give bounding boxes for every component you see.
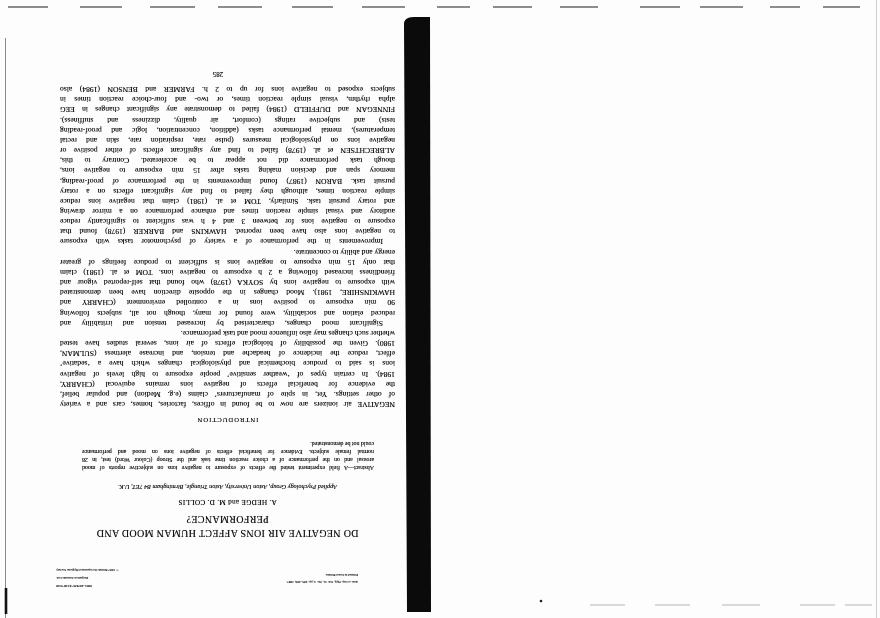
section-heading: INTRODUCTION: [196, 416, 259, 424]
author-affiliation: Applied Psychology Group, Aston University, Aston Triangle, Birmingham B4 7ET, U.K.: [117, 483, 338, 491]
body-text-line: 1980). Given the possibility of biological effects of air ions, several studies have tested: [60, 339, 395, 349]
body-text-line: alpha rhythm, visual simple reaction times, or two- and four-choice reaction times in: [60, 95, 395, 105]
body-text-line: auditory and visual simple reaction times and enhance performance on a mirror drawing: [60, 207, 395, 217]
body-text-line: of other settings. Yet, in spite of manufacturers’ claims (e.g. Medion) and popular belief,: [60, 389, 395, 399]
author-list: A. HEDGE and M. D. COLLIS: [178, 498, 277, 506]
body-text-line: 90 min exposure to positive ions in a controlled environment (CHARRY and: [60, 298, 395, 308]
abstract-line: Abstract—A field experiment tested the effects of exposure to negative ions on subjective reports of mood: [82, 464, 374, 470]
body-text-line: Improvements in the performance of a variety of psychomotor tasks with exposure: [60, 237, 383, 247]
journal-page: [56, 62, 400, 594]
abstract-line: normal female subjects. Evidence for beneficial effects of negative ions on mood and performance: [82, 448, 374, 454]
body-text-line: HAWKINSHIRE, 1981). Mood changes in the opposite direction have been demonstrated: [60, 288, 395, 298]
issn-price: 0003–4878/87 $3.00+0.00: [56, 584, 92, 588]
dust-speck: [540, 600, 543, 603]
body-text-line: tests) and subjective ratings (comfort, air quality, dizziness and stuffiness).: [60, 115, 395, 125]
paragraph: [60, 247, 395, 328]
body-text-line: friendliness increased following a 2 h exposure to negative ions. TOM et al. (1981) claim: [60, 267, 395, 277]
body-text-line: effect, reduce the incidence of headache and tension, and increase alertness (SULMAN,: [60, 349, 395, 359]
publisher-name: Pergamon Journals Ltd.: [56, 576, 89, 580]
body-text-line: ions is said to produce biochemical and physiological changes which have a ‘sedative’: [60, 359, 395, 369]
body-text-line: though task performance did not appear to be accelerated. Contrary to this,: [60, 156, 395, 166]
journal-citation: Ann. occup. Hyg. Vol. 31, No. 3, pp. 285–290, 1987.: [286, 580, 358, 584]
body-text-line: the evidence for beneficial effects of negative ions remains equivocal (CHARRY,: [60, 379, 395, 389]
body-text-line: that only 15 min exposure to negative ions is sufficient to produce feelings of greater: [60, 257, 395, 267]
abstract-line: could not be demonstrated.: [310, 440, 374, 446]
body-text-line: ALBRECHTSEN et al. (1978) failed to find any significant effects of either positive or: [60, 146, 395, 156]
body-text-line: reduced elation and sociability, were found for many, though not all, subjects following: [60, 308, 395, 318]
body-text-line: Significant mood changes, characterised by increased tension and irritability and: [60, 318, 383, 328]
body-text-line: subjects exposed to negative ions for up to 2 h. FARMER and BENSON (1984) also: [60, 85, 395, 95]
abstract: [82, 439, 374, 471]
body-text-line: memory span and decision making tasks after 15 min exposure to negative ions,: [60, 166, 395, 176]
body-text: [60, 84, 395, 409]
abstract-line: arousal and on the performance of a choice reaction time task and the Stroop (Colour Word) test, in 28: [82, 456, 374, 462]
journal-citation-header: [286, 571, 358, 585]
body-text-line: negative ions on physiological measures (pulse rate, respiration rate, skin and rectal: [60, 135, 395, 145]
copyright-line: © 1987 British Occupational Hygiene Society: [56, 568, 119, 572]
publisher-header: [56, 566, 119, 590]
body-text-line: NEGATIVE air ionizers are now to be found in offices, factories, homes, cars and a variety: [60, 400, 395, 409]
title-line: PERFORMANCE?: [186, 513, 269, 524]
body-text-line: and rotary pursuit task. Similarly, TOM et al. (1981) claim that negative ions reduce: [60, 196, 395, 206]
body-text-line: exposure to negative ions for between 3 and 4 h was sufficient to significantly reduce: [60, 217, 395, 227]
body-text-line: temperatures), mental performance tasks (addition, concentration, logic and proof-reading: [60, 125, 395, 135]
paragraph: [60, 328, 395, 409]
body-text-line: whether such changes may also influence mood and task performance.: [180, 328, 395, 338]
body-text-line: FINNEGAN and DUFFIELD (1984) failed to demonstrate any significant changes in EEG: [60, 105, 395, 115]
body-text-line: energy and ability to concentrate.: [293, 247, 395, 257]
body-text-line: with exposure to negative ions by SOYKA (1978) who found that self-reported vigour and: [60, 278, 395, 288]
body-text-line: to negative ions also have been reported. HAWKINS and BARKER (1978) found that: [60, 227, 395, 237]
page-number: 285: [212, 70, 224, 78]
body-text-line: pursuit task. BARON (1987) found improvements in the performance of proof-reading,: [60, 176, 395, 186]
title-line: DO NEGATIVE AIR IONS AFFECT HUMAN MOOD AND: [96, 527, 359, 538]
body-text-line: simple reaction times, although they failed to find any significant effects on a rotary: [60, 186, 395, 196]
body-text-line: 1984). In certain types of ‘weather sensitive’ people exposure to high levels of negative: [60, 369, 395, 379]
paper-title: [60, 511, 395, 539]
paragraph: [60, 84, 395, 247]
printed-in-note: Printed in Great Britain.: [325, 573, 358, 577]
binding-shadow: [404, 17, 431, 612]
